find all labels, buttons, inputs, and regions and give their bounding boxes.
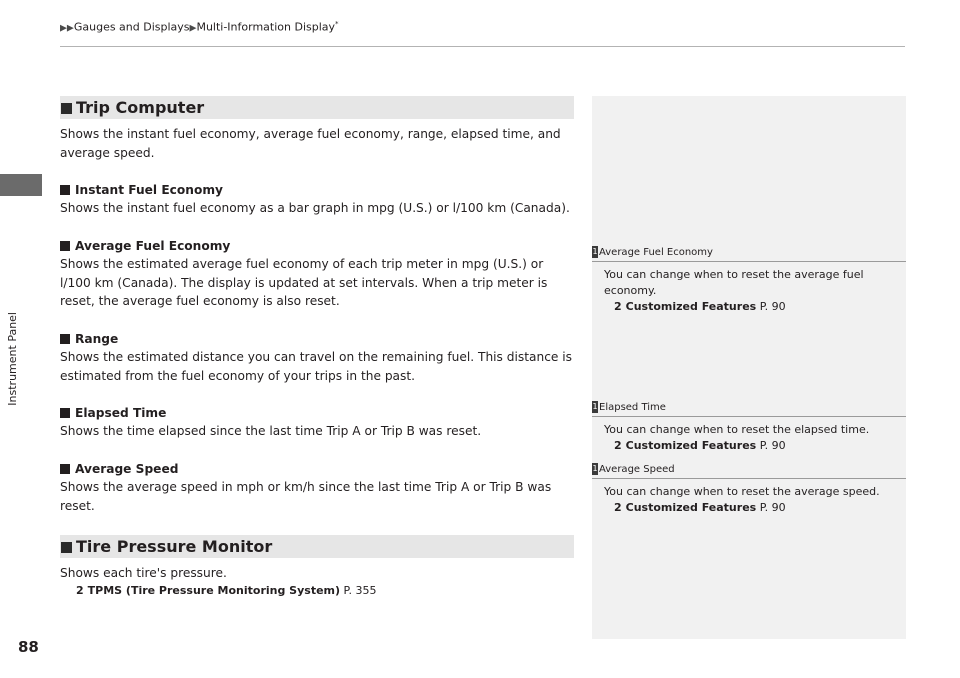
note-body [592,422,894,454]
xref-page: P. 90 [759,501,786,514]
average-speed-text: Shows the average speed in mph or km/h since the last time Trip A or Trip B was reset. [60,480,552,513]
xref-label[interactable]: Customized Features [625,439,757,452]
note-title [592,401,906,415]
header-divider [60,46,905,47]
subheading-average-speed [60,460,178,479]
footnote-star: * [335,20,339,28]
note-divider [592,478,906,479]
note-body [592,267,894,315]
breadcrumb [60,20,339,34]
subheading-text: Average Speed [75,462,179,476]
xref-page: P. 90 [759,439,786,452]
subheading-text: Range [75,332,119,346]
square-bullet-icon [60,408,70,418]
cross-reference-icon: 2 [614,501,622,514]
note-text: You can change when to reset the average speed. [604,485,880,498]
trip-computer-intro: Shows the instant fuel economy, average fuel economy, range, elapsed time, and average speed. [60,127,561,160]
xref-page: P. 90 [759,300,786,313]
note-title-text: Elapsed Time [599,402,666,413]
note-title [592,463,906,477]
chapter-tab-marker [0,174,42,196]
breadcrumb-item-gauges[interactable]: Gauges and Displays [73,20,190,34]
subheading-range [60,330,118,349]
note-title [592,246,906,260]
note-text: You can change when to reset the average fuel economy. [604,268,864,297]
page-number: 88 [18,638,39,656]
section-header-trip-computer [60,96,574,119]
subheading-elapsed-time [60,404,166,423]
note-average-speed [592,463,906,516]
section-header-tire-pressure [60,535,574,558]
elapsed-time-text: Shows the time elapsed since the last time Trip A or Trip B was reset. [60,424,482,438]
section-title: Tire Pressure Monitor [76,537,273,556]
notes-panel [592,96,906,639]
average-fuel-economy-text: Shows the estimated average fuel economy of each trip meter in mpg (U.S.) or l/100 km (Canada). The display is updated at set intervals. When a trip meter is reset, the average fuel economy is also reset. [60,257,548,308]
chapter-label-container [6,312,22,432]
square-bullet-icon [60,464,70,474]
subheading-text: Elapsed Time [75,406,167,420]
note-divider [592,261,906,262]
subheading-text: Instant Fuel Economy [75,183,223,197]
note-marker-icon: 1 [592,402,598,411]
note-cross-reference[interactable] [604,500,894,516]
subheading-average-fuel-economy [60,237,230,256]
note-text: You can change when to reset the elapsed time. [604,423,870,436]
square-bullet-icon [61,542,72,553]
chevron-right-icon: ▶ [189,23,197,34]
note-cross-reference[interactable] [604,299,894,315]
note-title-text: Average Fuel Economy [599,247,713,258]
xref-label[interactable]: Customized Features [625,300,757,313]
xref-label[interactable]: TPMS (Tire Pressure Monitoring System) [87,584,341,597]
square-bullet-icon [60,241,70,251]
section-title: Trip Computer [76,98,205,117]
note-average-fuel-economy [592,246,906,315]
square-bullet-icon [61,103,72,114]
instant-fuel-economy-text: Shows the instant fuel economy as a bar graph in mpg (U.S.) or l/100 km (Canada). [60,201,570,215]
breadcrumb-item-mid[interactable]: Multi-Information Display [196,20,336,34]
note-cross-reference[interactable] [604,438,894,454]
xref-label[interactable]: Customized Features [625,501,757,514]
tpms-cross-reference[interactable] [76,584,376,597]
tpms-text: Shows each tire's pressure. [60,566,227,580]
square-bullet-icon [60,185,70,195]
cross-reference-icon: 2 [76,584,84,597]
subheading-instant-fuel-economy [60,181,223,200]
note-body [592,484,894,516]
chapter-label: Instrument Panel [6,312,19,406]
note-title-text: Average Speed [599,464,675,475]
subheading-text: Average Fuel Economy [75,239,231,253]
note-elapsed-time [592,401,906,454]
cross-reference-icon: 2 [614,439,622,452]
range-text: Shows the estimated distance you can travel on the remaining fuel. This distance is estimated from the fuel economy of your trips in the past. [60,350,573,383]
cross-reference-icon: 2 [614,300,622,313]
note-divider [592,416,906,417]
xref-page: P. 355 [343,584,377,597]
chevron-right-icon: ▶▶ [60,23,74,34]
note-marker-icon: 1 [592,464,598,473]
square-bullet-icon [60,334,70,344]
note-marker-icon: 1 [592,247,598,256]
